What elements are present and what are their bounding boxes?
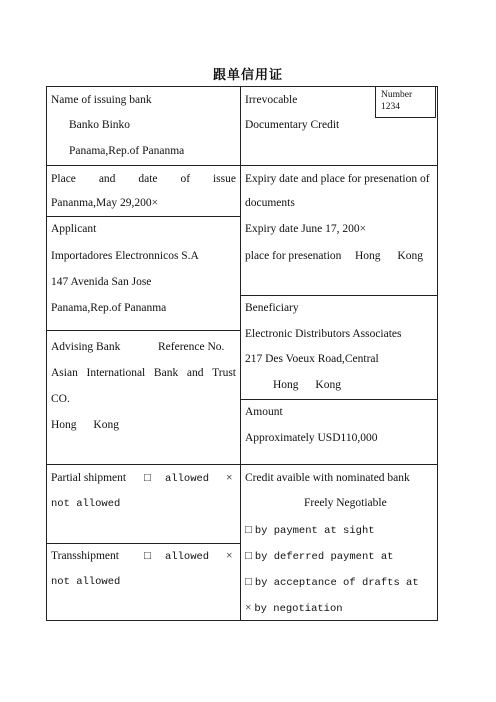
expiry-label-line1: Expiry date and place for presenation of [245,173,430,185]
table-border-left [46,86,47,621]
name-word: Bank [153,367,179,379]
credit-irrevocable: Irrevocable [245,94,298,106]
right-divider [240,399,438,400]
document-title: 跟单信用证 [212,68,283,83]
applicant-label: Applicant [51,223,97,235]
label-word: and [98,173,116,185]
partial-not-allowed-mark: × [226,472,233,484]
number-value: 1234 [381,102,400,112]
row-divider [46,464,438,465]
table-border-right [437,86,438,621]
applicant-address2: Panama,Rep.of Pananma [51,302,167,314]
transshipment-allowed-text: allowed [165,551,210,563]
right-divider [240,295,438,296]
issuing-bank-name: Banko Binko [69,119,131,131]
transshipment-not-allowed-text: not allowed [51,576,121,588]
left-divider [46,330,240,331]
transshipment-not-allowed-mark: × [226,550,233,562]
option-text: by payment at sight [254,525,375,537]
advising-bank-label: Advising Bank [51,341,121,353]
beneficiary-address1: 217 Des Voeux Road,Central [245,353,379,365]
label-word: issue [212,173,236,185]
beneficiary-label: Beneficiary [245,302,299,314]
place-date-issue-label [51,172,236,186]
label-word: of [180,173,191,185]
credit-available-label: Credit avaible with nominated bank [245,472,410,484]
beneficiary-address2: Hong Kong [273,379,341,391]
number-box [375,86,436,118]
applicant-address1: 147 Avenida San Jose [51,276,152,288]
transshipment-label: Transshipment [51,550,119,562]
option-deferred-payment [245,549,393,564]
partial-shipment-label: Partial shipment [51,472,127,484]
option-mark: □ [245,576,252,588]
left-divider [46,543,240,544]
beneficiary-name: Electronic Distributors Associates [245,328,402,340]
option-by-negotiation [245,601,343,616]
partial-allowed-text: allowed [165,473,210,485]
place-date-issue-value: Pananma,May 29,200× [51,197,159,209]
amount-label: Amount [245,406,283,418]
credit-documentary: Documentary Credit [245,119,340,131]
issuing-bank-address: Panama,Rep.of Pananma [69,145,185,157]
partial-allowed-checkbox: □ [144,472,151,484]
option-mark: □ [245,524,252,536]
freely-negotiable: Freely Negotiable [304,497,387,509]
label-word: date [138,173,158,185]
name-word: Trust [212,367,236,379]
option-mark: × [245,602,252,614]
column-divider [240,86,241,621]
option-payment-at-sight [245,523,375,538]
expiry-date: Expiry date June 17, 200× [245,223,367,235]
name-word: Asian [51,367,78,379]
name-word: International [86,367,146,379]
expiry-label-line2: documents [245,197,295,209]
option-text: by deferred payment at [254,551,394,563]
advising-bank-location: Hong Kong [51,419,119,431]
advising-bank-name [51,366,236,380]
option-acceptance-of-drafts [245,575,419,590]
row-divider [46,165,438,166]
option-mark: □ [245,550,252,562]
issuing-bank-label: Name of issuing bank [51,94,152,106]
amount-value: Approximately USD110,000 [245,432,378,444]
partial-not-allowed-text: not allowed [51,498,121,510]
transshipment-allowed-checkbox: □ [144,550,151,562]
table-border-bottom [46,620,438,621]
name-word: and [186,367,204,379]
label-word: Place [51,173,76,185]
number-label: Number [381,90,413,100]
expiry-place-label: place for presenation [245,250,342,262]
left-divider [46,216,240,217]
expiry-place-value: Hong Kong [355,250,423,262]
advising-bank-reference: Reference No. [158,341,225,353]
applicant-name: Importadores Electronnicos S.A [51,250,199,262]
option-text: by negotiation [254,603,343,615]
advising-bank-name-line2: CO. [51,393,70,405]
option-text: by acceptance of drafts at [254,577,419,589]
